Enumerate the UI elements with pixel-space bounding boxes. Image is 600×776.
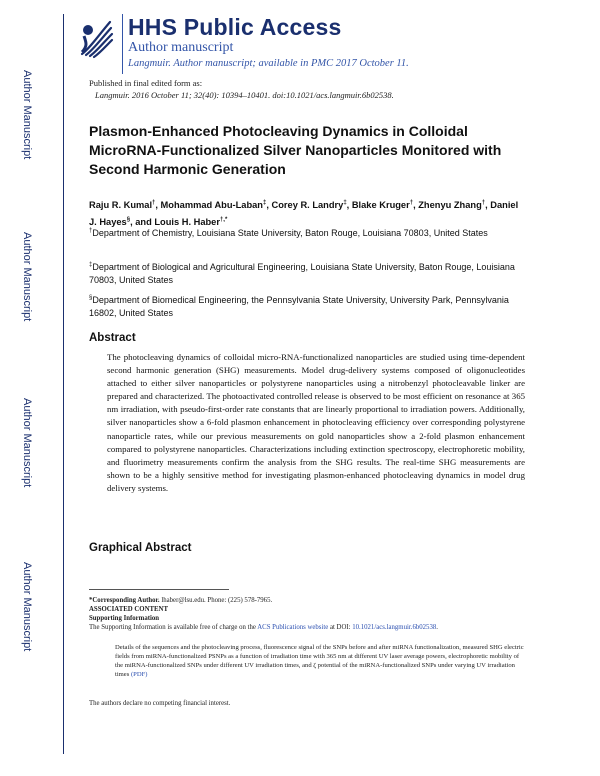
- supporting-text: The Supporting Information is available free of charge on the: [89, 624, 256, 631]
- author-name: Zhenyu Zhang: [418, 200, 482, 211]
- abstract-body: The photocleaving dynamics of colloidal micro-RNA-functionalized nanoparticles are studied using time-dependent second harmonic generation (SHG) measurements. Model drug-delivery systems composed of oligonucleotides attached to either silver nanoparticles or polystyrene nanoparticles using a nitrobenzyl photocleavable linker are prepared and characterized. The photoactivated controlled release is observed to be most efficient on resonance at 365 nm irradiation, with pseudo-first-order rate constants that are linearly proportional to irradiation powers. Additionally, silver nanoparticles show a 6-fold plasmon enhancement in photocleaving efficiency over corresponding polystyrene nanoparticle rates, while our previous measurements on gold nanoparticles show a 2-fold plasmon enhancement compared to polystyrene nanoparticles. Characterizations including extinction spectroscopy, electrophoretic mobility, and fluorimetry measurements confirm the analysis from the SHG results. The real-time SHG measurements are shown to be a highly sensitive method for investigating plasmon-enhanced photocleaving dynamics in model drug delivery systems.: [107, 352, 525, 493]
- author-name: Blake Kruger: [351, 200, 410, 211]
- author-mark: †: [481, 200, 486, 206]
- author-name: Raju R. Kumal: [89, 200, 153, 211]
- margin-rule: [63, 14, 64, 754]
- side-label-3: Author Manuscript: [21, 398, 33, 488]
- corresponding-label: *Corresponding Author.: [89, 597, 160, 604]
- doi-link[interactable]: 10.1021/acs.langmuir.6b02538: [352, 624, 437, 631]
- author-list: Raju R. Kumal†, Mohammad Abu-Laban‡, Corey R. Landry‡, Blake Kruger†, Zhenyu Zhang†, Daniel J. Hayes§, and Louis H. Haber†,*: [89, 200, 519, 228]
- footnote-divider: [89, 589, 229, 590]
- supporting-info-line: [89, 623, 438, 632]
- affiliation: [89, 292, 519, 320]
- affiliation-mark: §: [89, 295, 93, 301]
- supporting-text: at DOI:: [329, 624, 351, 631]
- corresponding-author-note: [89, 596, 272, 605]
- si-details: [115, 643, 525, 679]
- hhs-title: HHS Public Access: [128, 14, 342, 40]
- published-in-label: Published in final edited form as:: [89, 78, 203, 88]
- side-label-2: Author Manuscript: [21, 232, 33, 322]
- pdf-link[interactable]: (PDF): [130, 671, 148, 678]
- associated-content-heading: ASSOCIATED CONTENT: [89, 606, 169, 613]
- affiliation-text: Department of Biomedical Engineering, the Pennsylvania State University, University Park, Pennsylvania 16802, United States: [89, 295, 509, 318]
- author-mark: †: [152, 200, 156, 206]
- journal-availability: Langmuir. Author manuscript; available in PMC 2017 October 11.: [128, 58, 409, 69]
- affiliation: [89, 259, 519, 287]
- affiliation-mark: †: [89, 228, 93, 234]
- author-mark: †: [409, 200, 414, 206]
- graphical-abstract-heading: Graphical Abstract: [89, 542, 192, 554]
- competing-interest-note: The authors declare no competing financial interest.: [89, 700, 231, 707]
- author-mark: ‡: [343, 200, 347, 206]
- author-name: Mohammad Abu-Laban: [160, 200, 263, 211]
- author-name: Louis H. Haber: [154, 217, 220, 228]
- acs-website-link[interactable]: ACS Publications website: [257, 624, 329, 631]
- hhs-eagle-logo-icon: [76, 14, 116, 62]
- header-divider: [122, 14, 123, 74]
- affiliation-text: Department of Biological and Agricultural Engineering, Louisiana State University, Baton Rouge, Louisiana 70803, United States: [89, 262, 515, 285]
- supporting-text: .: [436, 624, 438, 631]
- side-label-4: Author Manuscript: [21, 562, 33, 652]
- author-manuscript-label: Author manuscript: [128, 40, 234, 55]
- author-name: Corey R. Landry: [271, 200, 344, 211]
- abstract-heading: Abstract: [89, 332, 136, 344]
- author-mark: ‡: [263, 200, 267, 206]
- author-name: Daniel J. Hayes: [89, 200, 519, 228]
- affiliation: [89, 225, 519, 240]
- affiliation-text: Department of Chemistry, Louisiana State University, Baton Rouge, Louisiana 70803, United States: [92, 228, 488, 238]
- affiliation-mark: ‡: [89, 262, 93, 268]
- article-title: Plasmon-Enhanced Photocleaving Dynamics in Colloidal MicroRNA-Functionalized Silver Nanoparticles Monitored with Second Harmonic Generation: [89, 123, 502, 177]
- author-mark: †,*: [219, 217, 228, 224]
- corresponding-text: lhaber@lsu.edu. Phone: (225) 578-7965.: [161, 597, 273, 604]
- si-details-text: Details of the sequences and the photocleaving process, fluorescence signal of the SNPs before and after miRNA functionalization, measured SHG electric fields from miRNA-functionalized PSNPs as a function of irradiation time with 365 nm at different UV laser average powers, electrophoretic mobility of the miRNA-functionalized SNPs under different UV irradiation times, and ζ potential of the miRNA-functionalized SNPs under varying UV irradiation times: [115, 644, 524, 678]
- side-label-1: Author Manuscript: [21, 70, 33, 160]
- author-mark: §: [126, 217, 131, 224]
- supporting-info-heading: Supporting Information: [89, 615, 160, 622]
- citation-line: Langmuir. 2016 October 11; 32(40): 10394–10401. doi:10.1021/acs.langmuir.6b02538.: [95, 90, 394, 100]
